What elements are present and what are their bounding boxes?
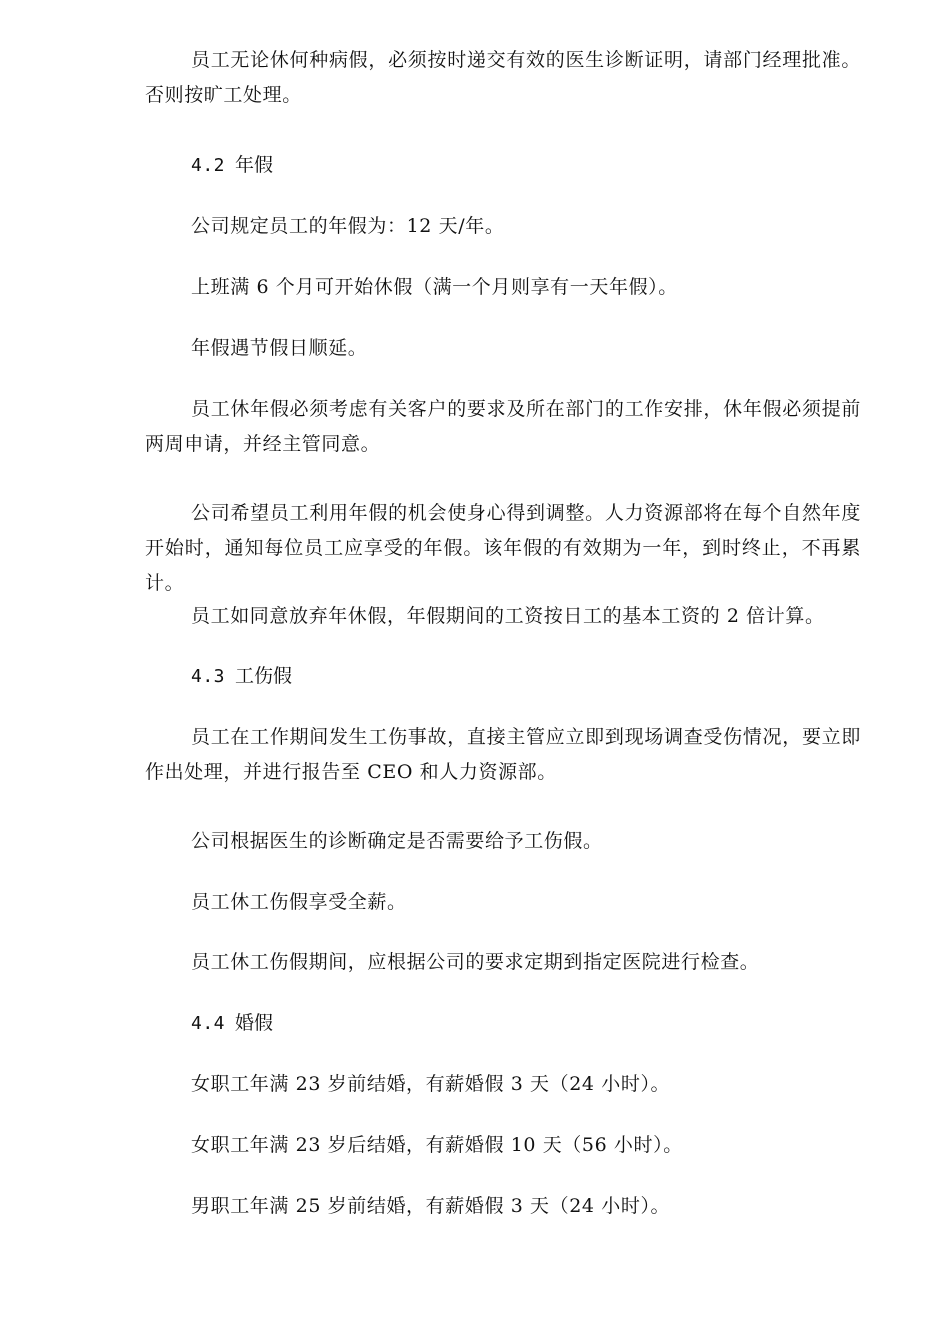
paragraph-marriage-female-before-23: 女职工年满 23 岁前结婚，有薪婚假 3 天（24 小时）。 (191, 1073, 671, 1095)
section-number: 4.2 (191, 155, 226, 176)
paragraph-injury-diagnosis: 公司根据医生的诊断确定是否需要给予工伤假。 (191, 830, 603, 852)
paragraph-injury-report: 员工在工作期间发生工伤事故，直接主管应立即到现场调查受伤情况，要立即作出处理，并进行报告至 CEO 和人力资源部。 (145, 726, 861, 783)
paragraph-marriage-female-after-23: 女职工年满 23 岁后结婚，有薪婚假 10 天（56 小时）。 (191, 1134, 683, 1156)
paragraph-injury-pay: 员工休工伤假享受全薪。 (191, 891, 407, 913)
paragraph-annual-leave-waive: 员工如同意放弃年休假，年假期间的工资按日工的基本工资的 2 倍计算。 (191, 605, 825, 627)
section-title: 工伤假 (235, 665, 293, 687)
paragraph-marriage-male-before-25: 男职工年满 25 岁前结婚，有薪婚假 3 天（24 小时）。 (191, 1195, 671, 1217)
section-heading-annual-leave (191, 148, 273, 183)
paragraph-annual-leave-days: 公司规定员工的年假为：12 天/年。 (191, 215, 505, 237)
paragraph-annual-leave-holiday: 年假遇节假日顺延。 (191, 337, 368, 359)
paragraph-annual-leave-eligibility: 上班满 6 个月可开始休假（满一个月则享有一天年假）。 (191, 276, 678, 298)
paragraph-annual-leave-purpose: 公司希望员工利用年假的机会使身心得到调整。人力资源部将在每个自然年度开始时，通知每位员工应享受的年假。该年假的有效期为一年，到时终止，不再累计。 (145, 502, 861, 594)
section-heading-marriage-leave (191, 1006, 273, 1041)
section-heading-injury-leave (191, 659, 292, 694)
paragraph-injury-checkup: 员工休工伤假期间，应根据公司的要求定期到指定医院进行检查。 (191, 951, 760, 973)
section-title: 婚假 (235, 1012, 274, 1034)
section-number: 4.4 (191, 1013, 226, 1034)
paragraph-annual-leave-application: 员工休年假必须考虑有关客户的要求及所在部门的工作安排，休年假必须提前两周申请，并经主管同意。 (145, 398, 861, 455)
section-title: 年假 (235, 154, 274, 176)
paragraph-sick-leave-proof: 员工无论休何种病假，必须按时递交有效的医生诊断证明，请部门经理批准。否则按旷工处理。 (145, 49, 861, 106)
section-number: 4.3 (191, 666, 226, 687)
